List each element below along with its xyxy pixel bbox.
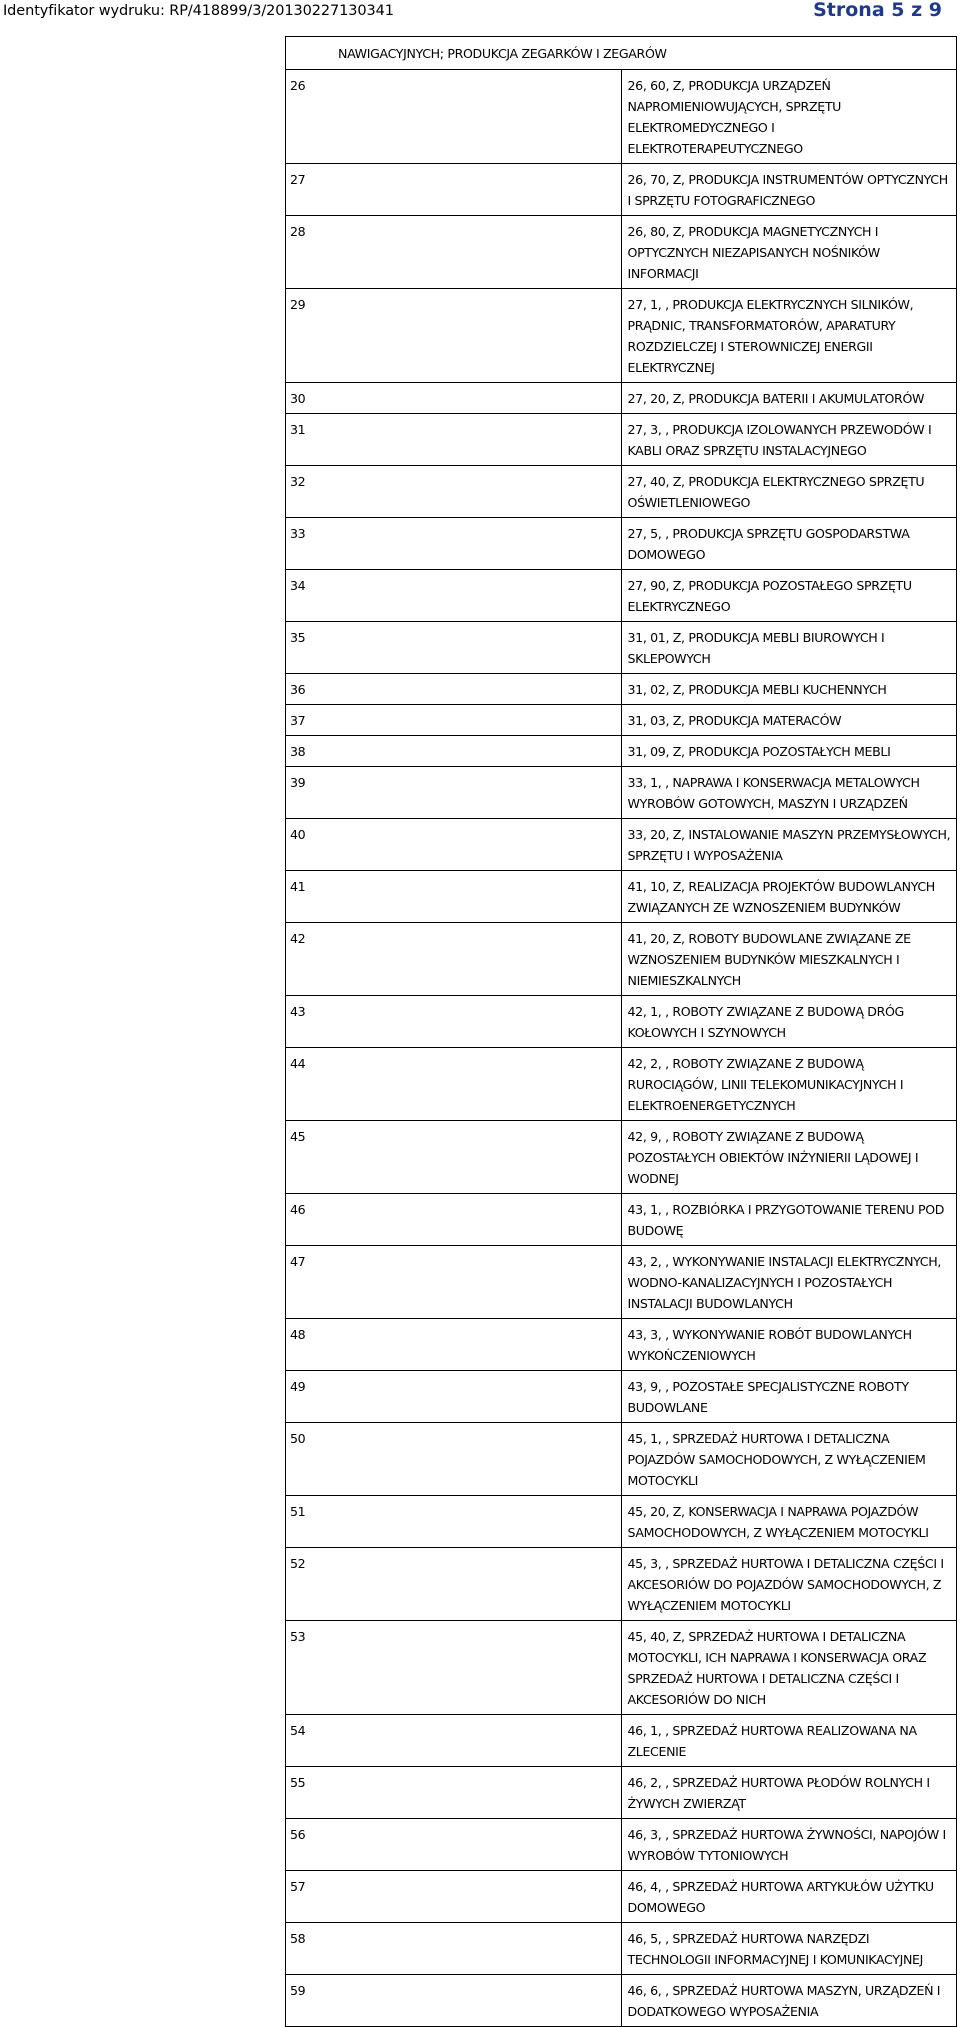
activity-description: 45, 1, , SPRZEDAŻ HURTOWA I DETALICZNA POJAZDÓW SAMOCHODOWYCH, Z WYŁĄCZENIEM MOTOCYKLI (621, 1423, 957, 1496)
activity-description: 27, 90, Z, PRODUKCJA POZOSTAŁEGO SPRZĘTU ELEKTRYCZNEGO (621, 570, 957, 622)
row-number: 52 (286, 1548, 622, 1621)
activity-description: 31, 09, Z, PRODUKCJA POZOSTAŁYCH MEBLI (621, 736, 957, 767)
activity-description: 26, 60, Z, PRODUKCJA URZĄDZEŃ NAPROMIENIOWUJĄCYCH, SPRZĘTU ELEKTROMEDYCZNEGO I ELEKTROTERAPEUTYCZNEGO (621, 70, 957, 164)
table-row (286, 518, 957, 570)
row-number: 40 (286, 819, 622, 871)
row-number: 32 (286, 466, 622, 518)
activity-description: 26, 80, Z, PRODUKCJA MAGNETYCZNYCH I OPTYCZNYCH NIEZAPISANYCH NOŚNIKÓW INFORMACJI (621, 216, 957, 289)
table-row (286, 414, 957, 466)
table-row (286, 1923, 957, 1975)
activity-description: 45, 40, Z, SPRZEDAŻ HURTOWA I DETALICZNA MOTOCYKLI, ICH NAPRAWA I KONSERWACJA ORAZ SPRZEDAŻ HURTOWA I DETALICZNA CZĘŚCI I AKCESORIÓW DO NICH (621, 1621, 957, 1715)
activity-description: 43, 3, , WYKONYWANIE ROBÓT BUDOWLANYCH WYKOŃCZENIOWYCH (621, 1319, 957, 1371)
activity-description: 33, 20, Z, INSTALOWANIE MASZYN PRZEMYSŁOWYCH, SPRZĘTU I WYPOSAŻENIA (621, 819, 957, 871)
pkd-activity-table (285, 36, 957, 2027)
activity-description: 43, 1, , ROZBIÓRKA I PRZYGOTOWANIE TERENU POD BUDOWĘ (621, 1194, 957, 1246)
table-row (286, 923, 957, 996)
row-number: 50 (286, 1423, 622, 1496)
activity-description: 43, 9, , POZOSTAŁE SPECJALISTYCZNE ROBOTY BUDOWLANE (621, 1371, 957, 1423)
row-number: 45 (286, 1121, 622, 1194)
table-row (286, 1715, 957, 1767)
document-identifier: Identyfikator wydruku: RP/418899/3/20130227130341 (3, 3, 394, 19)
row-number: 53 (286, 1621, 622, 1715)
row-number: 58 (286, 1923, 622, 1975)
row-number: 49 (286, 1371, 622, 1423)
activity-description: 31, 01, Z, PRODUKCJA MEBLI BIUROWYCH I SKLEPOWYCH (621, 622, 957, 674)
activity-description: 42, 2, , ROBOTY ZWIĄZANE Z BUDOWĄ RUROCIĄGÓW, LINII TELEKOMUNIKACYJNYCH I ELEKTROENERGETYCZNYCH (621, 1048, 957, 1121)
table-row (286, 996, 957, 1048)
table-body (286, 37, 957, 2027)
table-row (286, 871, 957, 923)
print-header (0, 0, 960, 22)
row-number: 28 (286, 216, 622, 289)
row-number: 39 (286, 767, 622, 819)
row-number: 44 (286, 1048, 622, 1121)
table-row (286, 1194, 957, 1246)
continuation-cell: NAWIGACYJNYCH; PRODUKCJA ZEGARKÓW I ZEGARÓW (286, 37, 957, 70)
activity-description: 26, 70, Z, PRODUKCJA INSTRUMENTÓW OPTYCZNYCH I SPRZĘTU FOTOGRAFICZNEGO (621, 164, 957, 216)
row-number: 30 (286, 383, 622, 414)
row-number: 55 (286, 1767, 622, 1819)
row-number: 37 (286, 705, 622, 736)
table-row (286, 1371, 957, 1423)
table-row (286, 736, 957, 767)
table-row (286, 705, 957, 736)
activity-description: 41, 10, Z, REALIZACJA PROJEKTÓW BUDOWLANYCH ZWIĄZANYCH ZE WZNOSZENIEM BUDYNKÓW (621, 871, 957, 923)
row-number: 48 (286, 1319, 622, 1371)
row-number: 36 (286, 674, 622, 705)
row-number: 59 (286, 1975, 622, 2027)
activity-description: 46, 4, , SPRZEDAŻ HURTOWA ARTYKUŁÓW UŻYTKU DOMOWEGO (621, 1871, 957, 1923)
row-number: 35 (286, 622, 622, 674)
table-row-continuation (286, 37, 957, 70)
table-row (286, 1871, 957, 1923)
table-row (286, 674, 957, 705)
table-row (286, 289, 957, 383)
row-number: 46 (286, 1194, 622, 1246)
table-row (286, 383, 957, 414)
activity-description: 27, 5, , PRODUKCJA SPRZĘTU GOSPODARSTWA DOMOWEGO (621, 518, 957, 570)
row-number: 43 (286, 996, 622, 1048)
activity-description: 45, 20, Z, KONSERWACJA I NAPRAWA POJAZDÓW SAMOCHODOWYCH, Z WYŁĄCZENIEM MOTOCYKLI (621, 1496, 957, 1548)
table-row (286, 570, 957, 622)
row-number: 33 (286, 518, 622, 570)
table-row (286, 1121, 957, 1194)
activity-description: 46, 6, , SPRZEDAŻ HURTOWA MASZYN, URZĄDZEŃ I DODATKOWEGO WYPOSAŻENIA (621, 1975, 957, 2027)
activity-description: 31, 02, Z, PRODUKCJA MEBLI KUCHENNYCH (621, 674, 957, 705)
row-number: 56 (286, 1819, 622, 1871)
row-number: 29 (286, 289, 622, 383)
table-row (286, 1548, 957, 1621)
row-number: 51 (286, 1496, 622, 1548)
table-row (286, 1621, 957, 1715)
page-number: Strona 5 z 9 (813, 0, 942, 21)
table-row (286, 622, 957, 674)
row-number: 27 (286, 164, 622, 216)
table-row (286, 1048, 957, 1121)
table-row (286, 1767, 957, 1819)
table-row (286, 819, 957, 871)
table-row (286, 466, 957, 518)
row-number: 38 (286, 736, 622, 767)
activity-description: 43, 2, , WYKONYWANIE INSTALACJI ELEKTRYCZNYCH, WODNO-KANALIZACYJNYCH I POZOSTAŁYCH INSTALACJI BUDOWLANYCH (621, 1246, 957, 1319)
table-row (286, 1246, 957, 1319)
activity-description: 46, 1, , SPRZEDAŻ HURTOWA REALIZOWANA NA ZLECENIE (621, 1715, 957, 1767)
activity-description: 27, 40, Z, PRODUKCJA ELEKTRYCZNEGO SPRZĘTU OŚWIETLENIOWEGO (621, 466, 957, 518)
row-number: 42 (286, 923, 622, 996)
table-row (286, 1975, 957, 2027)
table-row (286, 1819, 957, 1871)
activity-description: 33, 1, , NAPRAWA I KONSERWACJA METALOWYCH WYROBÓW GOTOWYCH, MASZYN I URZĄDZEŃ (621, 767, 957, 819)
activity-description: 27, 1, , PRODUKCJA ELEKTRYCZNYCH SILNIKÓW, PRĄDNIC, TRANSFORMATORÓW, APARATURY ROZDZIELCZEJ I STEROWNICZEJ ENERGII ELEKTRYCZNEJ (621, 289, 957, 383)
activity-description: 46, 5, , SPRZEDAŻ HURTOWA NARZĘDZI TECHNOLOGII INFORMACYJNEJ I KOMUNIKACYJNEJ (621, 1923, 957, 1975)
row-number: 26 (286, 70, 622, 164)
row-number: 54 (286, 1715, 622, 1767)
row-number: 31 (286, 414, 622, 466)
row-number: 41 (286, 871, 622, 923)
table-row (286, 1423, 957, 1496)
activity-description: 42, 1, , ROBOTY ZWIĄZANE Z BUDOWĄ DRÓG KOŁOWYCH I SZYNOWYCH (621, 996, 957, 1048)
table-row (286, 164, 957, 216)
activity-description: 27, 20, Z, PRODUKCJA BATERII I AKUMULATORÓW (621, 383, 957, 414)
activity-description: 46, 3, , SPRZEDAŻ HURTOWA ŻYWNOŚCI, NAPOJÓW I WYROBÓW TYTONIOWYCH (621, 1819, 957, 1871)
table-row (286, 767, 957, 819)
activity-description: 42, 9, , ROBOTY ZWIĄZANE Z BUDOWĄ POZOSTAŁYCH OBIEKTÓW INŻYNIERII LĄDOWEJ I WODNEJ (621, 1121, 957, 1194)
activity-description: 31, 03, Z, PRODUKCJA MATERACÓW (621, 705, 957, 736)
table-row (286, 1496, 957, 1548)
activity-description: 27, 3, , PRODUKCJA IZOLOWANYCH PRZEWODÓW I KABLI ORAZ SPRZĘTU INSTALACYJNEGO (621, 414, 957, 466)
table-row (286, 1319, 957, 1371)
activity-description: 41, 20, Z, ROBOTY BUDOWLANE ZWIĄZANE ZE WZNOSZENIEM BUDYNKÓW MIESZKALNYCH I NIEMIESZKALNYCH (621, 923, 957, 996)
row-number: 34 (286, 570, 622, 622)
row-number: 57 (286, 1871, 622, 1923)
table-row (286, 70, 957, 164)
table-row (286, 216, 957, 289)
activity-description: 46, 2, , SPRZEDAŻ HURTOWA PŁODÓW ROLNYCH I ŻYWYCH ZWIERZĄT (621, 1767, 957, 1819)
row-number: 47 (286, 1246, 622, 1319)
activity-description: 45, 3, , SPRZEDAŻ HURTOWA I DETALICZNA CZĘŚCI I AKCESORIÓW DO POJAZDÓW SAMOCHODOWYCH, Z WYŁĄCZENIEM MOTOCYKLI (621, 1548, 957, 1621)
